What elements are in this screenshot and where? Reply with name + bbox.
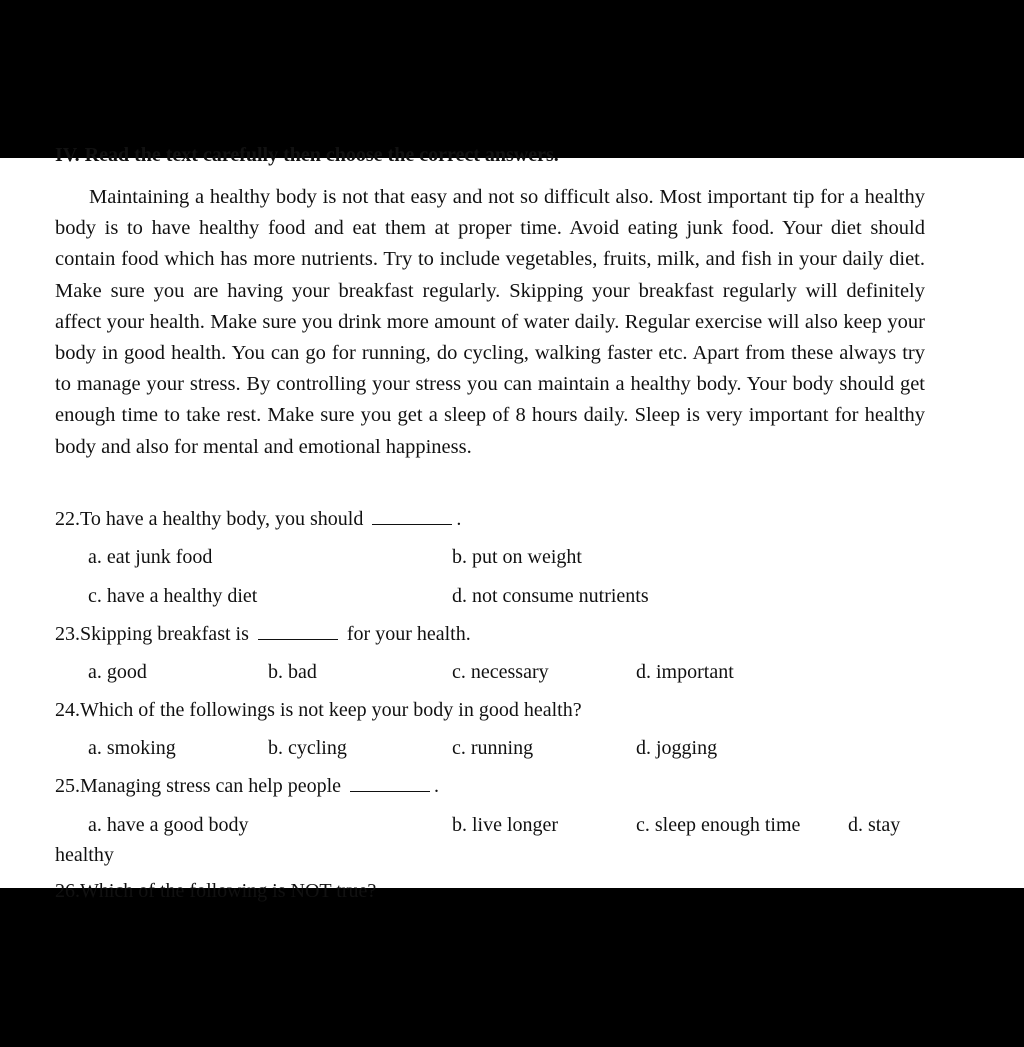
option-23c: c. necessary	[452, 661, 549, 683]
question-23	[55, 623, 471, 646]
question-text: Which of the followings is not keep your body in good health?	[80, 699, 582, 721]
option-25a: a. have a good body	[88, 814, 249, 836]
option-24a: a. smoking	[88, 737, 176, 759]
question-text-end: .	[456, 508, 462, 530]
question-text-end: for your health.	[346, 623, 471, 645]
option-25b: b. live longer	[452, 814, 559, 836]
question-number: 23.	[55, 623, 80, 645]
option-22c: c. have a healthy diet	[88, 585, 258, 607]
option-22a: a. eat junk food	[88, 546, 213, 568]
question-number: 25.	[55, 775, 80, 797]
question-text-end: .	[434, 775, 440, 797]
answer-blank	[258, 623, 338, 640]
option-22d: d. not consume nutrients	[452, 585, 649, 607]
answer-blank	[350, 775, 430, 792]
cut-off-question-26: 26.Which of the following is NOT true?	[55, 880, 377, 902]
option-24c: c. running	[452, 737, 534, 759]
question-number: 24.	[55, 699, 80, 721]
question-text: Managing stress can help people	[80, 775, 342, 797]
question-text: Skipping breakfast is	[80, 623, 249, 645]
option-25d: d. stay	[848, 814, 901, 836]
option-25c: c. sleep enough time	[636, 814, 801, 836]
section-heading: IV. Read the text carefully then choose the correct answers.	[55, 144, 559, 166]
option-22b: b. put on weight	[452, 546, 582, 568]
question-25	[55, 775, 439, 798]
question-text: To have a healthy body, you should	[80, 508, 364, 530]
option-23b: b. bad	[268, 661, 317, 683]
option-23a: a. good	[88, 661, 147, 683]
document-page	[0, 144, 1024, 902]
question-24	[55, 699, 582, 722]
question-number: 22.	[55, 508, 80, 530]
answer-blank	[372, 508, 452, 525]
option-24d: d. jogging	[636, 737, 718, 759]
question-22	[55, 508, 461, 531]
option-24b: b. cycling	[268, 737, 347, 759]
reading-passage: Maintaining a healthy body is not that easy and not so difficult also. Most important tip for a healthy body is to have healthy food and eat them at proper time. Avoid eating junk food. Your diet should contain food which has more nutrients. Try to include vegetables, fruits, milk, and fish in your daily diet. Make sure you are having your breakfast regularly. Skipping your breakfast regularly will definitely affect your health. Make sure you drink more amount of water daily. Regular exercise will also keep your body in good health. You can go for running, do cycling, walking faster etc. Apart from these always try to manage your stress. By controlling your stress you can maintain a healthy body. Your body should get enough time to take rest. Make sure you get a sleep of 8 hours daily. Sleep is very important for healthy body and also for mental and emotional happiness.	[55, 186, 925, 458]
option-25d-continued: healthy	[55, 844, 114, 866]
option-23d: d. important	[636, 661, 734, 683]
